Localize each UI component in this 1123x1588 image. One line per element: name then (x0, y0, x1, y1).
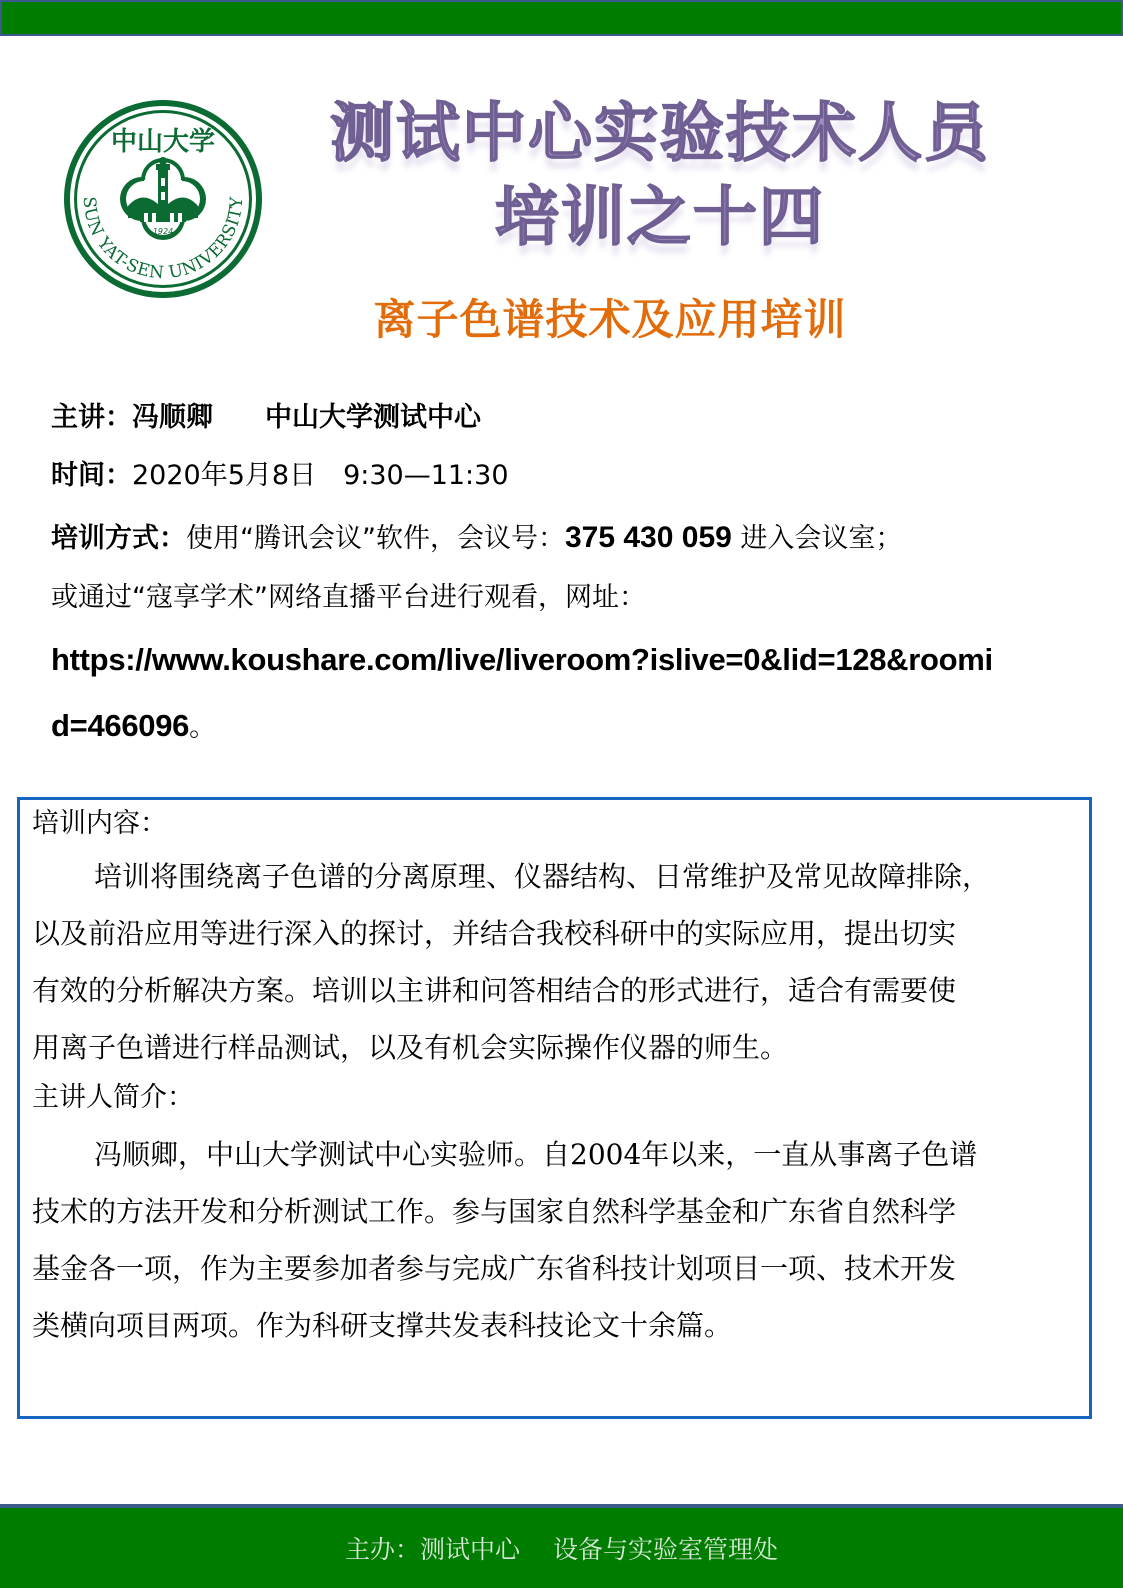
footer-bar (0, 1504, 1123, 1588)
title-line-2: 培训之十四 (495, 181, 825, 255)
method-line (51, 520, 1111, 557)
svg-text:SUN YAT-SEN UNIVERSITY: SUN YAT-SEN UNIVERSITY (78, 195, 248, 284)
bio-paragraph (32, 1126, 1082, 1354)
bio-line: 技术的方法开发和分析测试工作。参与国家自然科学基金和广东省自然科学 (32, 1195, 957, 1228)
url-end-punct: 。 (189, 712, 217, 743)
time-label: 时间： (51, 460, 132, 491)
subtitle: 离子色谱技术及应用培训 (373, 295, 847, 344)
method-prefix: 使用“腾讯会议”软件，会议号： (186, 523, 565, 554)
training-details-box (17, 797, 1092, 1419)
bio-line: 基金各一项，作为主要参加者参与完成广东省科技计划项目一项、技术开发 (32, 1252, 957, 1285)
svg-text:中山大学: 中山大学 (110, 127, 216, 157)
content-heading: 培训内容： (32, 808, 167, 839)
bio-heading: 主讲人简介： (32, 1082, 194, 1113)
main-title (290, 92, 1030, 260)
sysu-seal-icon (62, 98, 264, 300)
content-paragraph (32, 848, 1082, 1076)
bio-line: 冯顺卿，中山大学测试中心实验师。自2004年以来，一直从事离子色谱 (94, 1138, 978, 1171)
livestream-url-line-2 (51, 708, 1111, 746)
livestream-url-line-1[interactable]: https://www.koushare.com/live/liveroom?islive=0&lid=128&roomi (51, 642, 993, 677)
bio-line: 类横向项目两项。作为科研支撑共发表科技论文十余篇。 (32, 1309, 733, 1342)
university-logo (62, 98, 264, 300)
time-value: 2020年5月8日 9:30—11:30 (132, 460, 509, 491)
speaker-name: 冯顺卿 (132, 402, 213, 433)
alt-platform-line: 或通过“寇享学术”网络直播平台进行观看，网址： (51, 582, 646, 613)
meeting-id: 375 430 059 (564, 521, 732, 554)
time-line (51, 458, 1111, 494)
speaker-line (51, 400, 1111, 436)
speaker-org: 中山大学测试中心 (265, 402, 481, 433)
svg-text:1924: 1924 (152, 227, 174, 236)
content-line: 以及前沿应用等进行深入的探讨，并结合我校科研中的实际应用，提出切实 (32, 917, 957, 950)
content-line: 有效的分析解决方案。培训以主讲和问答相结合的形式进行，适合有需要使 (32, 974, 957, 1007)
method-suffix: 进入会议室； (731, 523, 903, 554)
method-label: 培训方式： (51, 523, 186, 554)
title-line-1: 测试中心实验技术人员 (330, 97, 990, 171)
speaker-label: 主讲： (51, 402, 132, 433)
livestream-url-tail[interactable]: d=466096 (51, 708, 190, 743)
header-bar (0, 0, 1123, 36)
content-line: 培训将围绕离子色谱的分离原理、仪器结构、日常维护及常见故障排除， (94, 860, 991, 893)
content-line: 用离子色谱进行样品测试，以及有机会实际操作仪器的师生。 (32, 1031, 789, 1064)
organizer-text: 主办：测试中心 设备与实验室管理处 (345, 1535, 778, 1564)
